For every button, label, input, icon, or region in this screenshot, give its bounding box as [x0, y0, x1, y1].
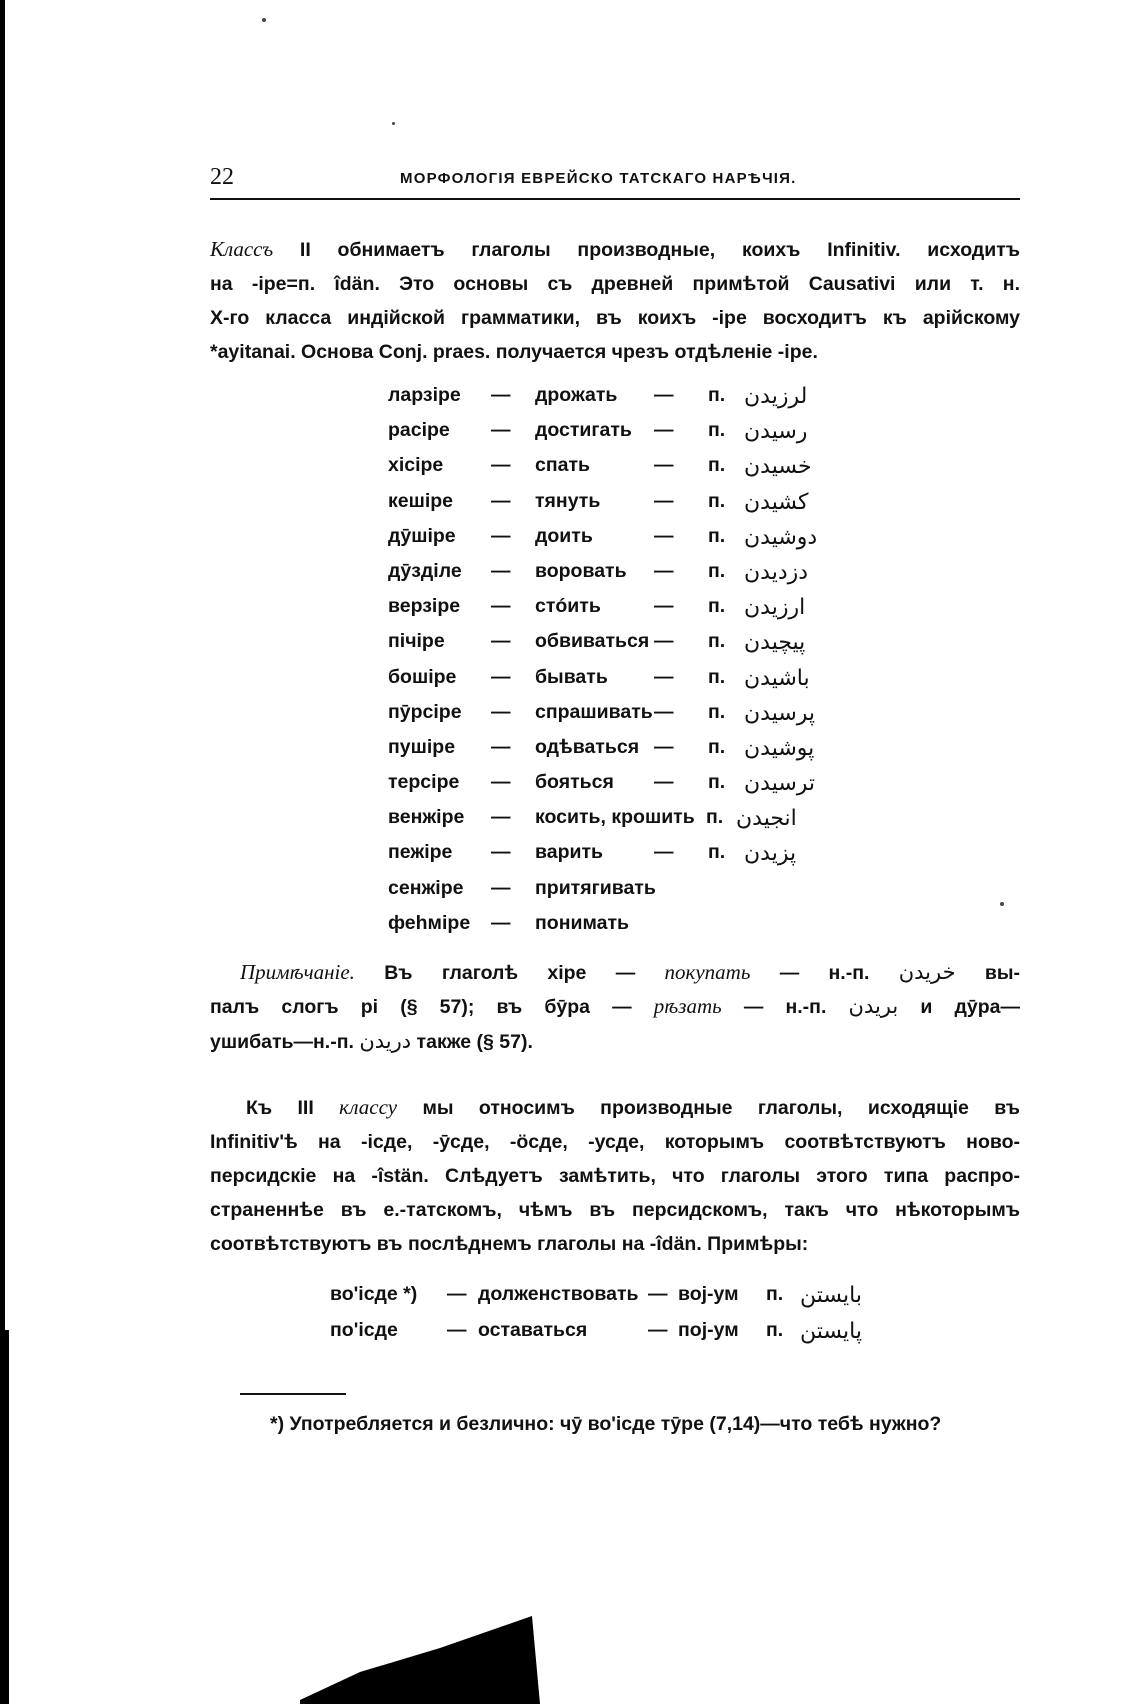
table-row [388, 666, 948, 701]
verb-gloss: стóить [535, 595, 601, 618]
verb-gloss: варить [535, 841, 604, 864]
dash: — [491, 524, 511, 547]
language-abbr: п. [708, 630, 726, 653]
text-line: персидскіе на -îstän. Слѣдуетъ замѣтить, что глаголы этого типа распро- [210, 1165, 1020, 1187]
language-abbr: п. [708, 559, 726, 582]
note-paragraph-continued [210, 989, 1020, 1059]
table-row [388, 419, 948, 454]
dash: — [491, 700, 511, 723]
language-abbr: п. [708, 595, 726, 618]
language-abbr: п. [708, 700, 726, 723]
persian-word: خسیدن [744, 454, 812, 480]
verb-gloss: спать [535, 454, 591, 477]
dash: — [491, 735, 511, 758]
verb-word: бошіре [388, 665, 457, 688]
persian-word: باشیدن [744, 665, 810, 691]
language-abbr: п. [706, 806, 724, 829]
language-abbr: п. [708, 771, 726, 794]
dash: — [491, 489, 511, 512]
persian-word: انجیدن [736, 806, 797, 832]
text-line: X-го класса индійской грамматики, въ коихъ -іре восходитъ къ арійскому [210, 307, 1020, 329]
dash: — [654, 524, 674, 547]
footnote-divider [240, 1393, 346, 1395]
table-row [388, 912, 948, 947]
dash: — [491, 665, 511, 688]
table-row [388, 771, 948, 806]
scan-speck [262, 18, 266, 22]
scan-speck [1000, 902, 1004, 906]
persian-word: ترسیدن [744, 771, 816, 797]
table-row [388, 560, 948, 595]
dash: — [654, 489, 674, 512]
dash: — [447, 1283, 467, 1305]
table-row [388, 384, 948, 419]
verb-word: ларзіре [388, 384, 461, 406]
dash: — [491, 771, 511, 794]
paragraph-class-2 [210, 232, 1020, 369]
verb-gloss: понимать [535, 911, 630, 934]
table-row [388, 630, 948, 665]
table-row [388, 841, 948, 876]
table-row [388, 806, 948, 841]
verb-gloss: доить [535, 524, 593, 547]
language-abbr: п. [708, 384, 726, 406]
persian-word: لرزیدن [744, 384, 808, 409]
dash: — [491, 630, 511, 653]
persian-word: بایستن [800, 1283, 862, 1308]
example-gloss: долженствовать [478, 1283, 639, 1305]
verb-word: хісіре [388, 454, 444, 477]
language-abbr: п. [708, 454, 726, 477]
dash: — [654, 454, 674, 477]
note-label: Примѣчаніе. [240, 960, 355, 984]
persian-word: پزیدن [744, 841, 797, 867]
language-abbr: п. [766, 1283, 784, 1305]
dash: — [654, 841, 674, 864]
dash: — [491, 911, 511, 934]
persian-word: دزدیدن [744, 559, 809, 585]
dash: — [654, 771, 674, 794]
language-abbr: п. [708, 841, 726, 864]
text-line: Классъ II обнимаетъ глаголы производные, коихъ Infinitiv. исходитъ [210, 237, 1020, 261]
verb-gloss: одѣваться [535, 735, 640, 758]
present-form: воj-ум [678, 1283, 739, 1305]
emphasis: Классъ [210, 237, 274, 261]
text-line: страненнѣе въ е.-татскомъ, чѣмъ въ персидскомъ, такъ что нѣкоторымъ [210, 1199, 1020, 1221]
dash: — [654, 384, 674, 406]
examples-table [330, 1283, 950, 1355]
text-line: Infinitiv'ѣ на -ісде, -ӯсде, -öсде, -усде, которымъ соотвѣтствуютъ ново- [210, 1131, 1020, 1153]
verb-gloss: притягивать [535, 876, 656, 899]
dash: — [491, 559, 511, 582]
example-word: во'ісде *) [330, 1283, 418, 1305]
verb-gloss: косить, крошить [535, 806, 695, 829]
text-line: палъ слогъ рі (§ 57); въ бӯра — рѣзать — н.-п. بریدن и дӯра— [210, 994, 1020, 1018]
dash: — [654, 419, 674, 442]
language-abbr: п. [708, 735, 726, 758]
text-line: ушибать—н.-п. دریدن также (§ 57). [210, 1029, 533, 1053]
language-abbr: п. [766, 1319, 784, 1341]
verb-word: дӯшіре [388, 524, 456, 547]
text-line: на -іре=п. îdän. Это основы съ древней примѣтой Causativi или т. н. [210, 273, 1020, 295]
dash: — [491, 595, 511, 618]
table-row [330, 1283, 950, 1319]
verb-table [388, 384, 948, 947]
scan-artifact [300, 1610, 540, 1704]
dash: — [491, 384, 511, 406]
table-row [388, 595, 948, 630]
example-gloss: оставаться [478, 1319, 588, 1341]
note-paragraph [240, 955, 1020, 990]
table-row [388, 701, 948, 736]
dash: — [491, 876, 511, 899]
persian-word: پایستن [800, 1319, 862, 1344]
verb-word: дӯзділе [388, 559, 462, 582]
present-form: поj-ум [678, 1319, 739, 1341]
persian-word: پرسیدن [744, 700, 816, 726]
verb-word: пічіре [388, 630, 445, 653]
verb-word: пушіре [388, 735, 456, 758]
dash: — [491, 454, 511, 477]
verb-word: пӯрсіре [388, 700, 462, 723]
paragraph-class-3 [210, 1090, 1020, 1261]
verb-word: терсіре [388, 771, 460, 794]
persian-word: ارزیدن [744, 595, 806, 621]
table-row [330, 1319, 950, 1355]
persian-word: کشیدن [744, 489, 809, 515]
verb-gloss: достигать [535, 419, 632, 442]
scan-page-edge-lower [0, 1330, 9, 1704]
dash: — [491, 806, 511, 829]
verb-word: верзіре [388, 595, 461, 618]
dash: — [654, 735, 674, 758]
verb-word: феhміре [388, 911, 471, 934]
dash: — [654, 665, 674, 688]
table-row [388, 525, 948, 560]
verb-gloss: бояться [535, 771, 614, 794]
arabic-word: دریدن [359, 1029, 412, 1053]
verb-gloss: бывать [535, 665, 608, 688]
dash: — [654, 630, 674, 653]
language-abbr: п. [708, 665, 726, 688]
language-abbr: п. [708, 489, 726, 512]
verb-word: пежіре [388, 841, 453, 864]
persian-word: پوشیدن [744, 735, 815, 761]
verb-gloss: обвиваться [535, 630, 650, 653]
arabic-word: خریدن [898, 960, 956, 984]
persian-word: رسیدن [744, 419, 808, 445]
table-row [388, 490, 948, 525]
arabic-word: بریدن [848, 994, 899, 1018]
text-line: соотвѣтствуютъ въ послѣднемъ глаголы на -îdän. Примѣры: [210, 1233, 809, 1255]
table-row [388, 877, 948, 912]
verb-word: расіре [388, 419, 450, 442]
dash: — [648, 1283, 668, 1305]
verb-gloss: тянуть [535, 489, 601, 512]
dash: — [648, 1319, 668, 1341]
running-title: МОРФОЛОГІЯ ЕВРЕЙСКО ТАТСКАГО НАРѢЧІЯ. [400, 170, 797, 187]
dash: — [654, 700, 674, 723]
text-line: *ayitanai. Основа Conj. praes. получается чрезъ отдѣленіе -іре. [210, 341, 818, 363]
language-abbr: п. [708, 419, 726, 442]
dash: — [491, 841, 511, 864]
text-line: Примѣчаніе. Въ глаголѣ хіре — покупать — н.-п. خریدن вы- [240, 960, 1021, 984]
page-header [210, 162, 1020, 200]
footnote: *) Употребляется и безлично: чӯ во'ісде тӯре (7,14)—что тебѣ нужно? [270, 1413, 942, 1435]
dash: — [654, 595, 674, 618]
verb-gloss: дрожать [535, 384, 618, 406]
persian-word: پیچیدن [744, 630, 806, 656]
verb-word: венжіре [388, 806, 465, 829]
verb-word: кешіре [388, 489, 454, 512]
dash: — [654, 559, 674, 582]
table-row [388, 454, 948, 489]
page-number: 22 [210, 164, 234, 190]
example-word: по'ісде [330, 1319, 398, 1341]
persian-word: دوشیدن [744, 524, 818, 550]
verb-word: сенжіре [388, 876, 464, 899]
text-line: Къ III классу мы относимъ производные глаголы, исходящіе въ [246, 1095, 1020, 1119]
scan-speck [392, 122, 395, 125]
dash: — [491, 419, 511, 442]
language-abbr: п. [708, 524, 726, 547]
verb-gloss: воровать [535, 559, 627, 582]
verb-gloss: спрашивать [535, 700, 653, 723]
dash: — [447, 1319, 467, 1341]
table-row [388, 736, 948, 771]
